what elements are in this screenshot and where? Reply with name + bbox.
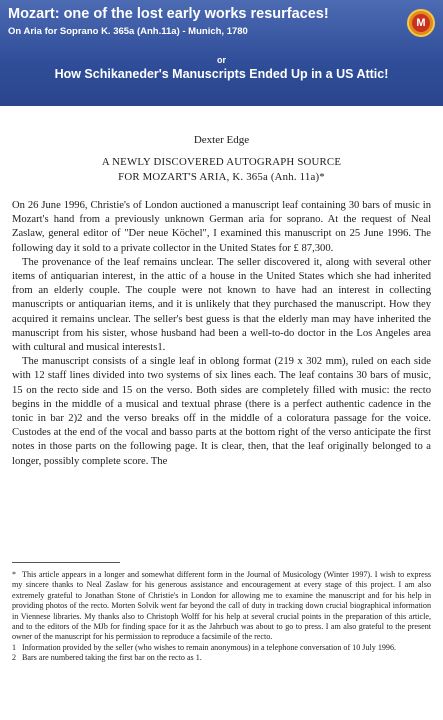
article-title-line-2: FOR MOZART'S ARIA, K. 365a (Anh. 11a)* <box>118 171 325 183</box>
banner-subtitle: On Aria for Soprano K. 365a (Anh.11a) - Munich, 1780 <box>8 26 248 37</box>
paragraph-1: On 26 June 1996, Christie's of London auctioned a manuscript leaf containing 30 bars of music in Mozart's hand from a previously unknown German aria for soprano. At the request of Neal Zaslaw, general editor of "Der neue Köchel", I examined this manuscript on 25 June 1996. The following day it sold to a private collector in the United States for £ 87,300. <box>12 200 431 254</box>
article-banner <box>0 0 443 106</box>
article-title-line-1: A NEWLY DISCOVERED AUTOGRAPH SOURCE <box>101 156 342 168</box>
author-name: Dexter Edge <box>193 134 250 146</box>
paragraph-3: The manuscript consists of a single leaf in oblong format (219 x 302 mm), ruled on each side with 12 staff lines divided into two systems of six lines each. The leaf contains 30 bars of music, 15 on the recto side and 15 on the verso. Both sides are completely filled with music: the recto begins in the middle of a musical and textual phrase (there is a perfect authentic cadence in the tonic in bar 2)2 and the verso breaks off in the middle of a coloratura passage for the voice. Custodes at the end of the vocal and basso parts at the bottom right of the verso anticipate the first notes in those parts on the following page. It is clear, then, that the leaf originally belonged to a longer, possibly complete score. The <box>12 356 431 467</box>
article-body <box>12 194 431 469</box>
logo-letter: M <box>412 14 430 32</box>
banner-title: Mozart: one of the lost early works resurfaces! <box>8 6 329 22</box>
footnote-divider <box>12 562 120 563</box>
footnote-2: 2 Bars are numbered taking the first bar on the recto as 1. <box>12 653 202 663</box>
paragraph-2: The provenance of the leaf remains unclear. The seller discovered it, along with several other items of antiquarian interest, in the attic of a house in the United States which she had inherited from an elderly couple. The couple were not known to have had an interest in collecting manuscripts or antiquarian items, and it is unlikely that they purchased the manuscript. How they acquired it remains unclear. The seller's best guess is that the elderly man may have inherited the manuscript from his sister, whose husband had been a well-to-do doctor in the Los Angeles area with cultural and musical interests1. <box>12 256 431 354</box>
scanned-page <box>0 106 443 720</box>
mozart-logo-icon <box>407 9 435 37</box>
footnote-star: * This article appears in a longer and somewhat different form in the Journal of Musicology (Winter 1997). I wish to express my sincere thanks to Neal Zaslaw for his generous assistance and encouragement at every stage of this project. I am also extremely grateful to Jonathan Stone of Christie's in London for allowing me to examine the manuscript and for his help in providing photos of the recto. Morten Solvik went far beyond the call of duty in tracking down crucial biographical information in Viennese libraries. My thanks also to Christoph Wolff for his help at several crucial points in the preparation of this article, and to the editors of the MJb for finding space for it as the Jahrbuch was about to go to press. I am also grateful to the present owner of the manuscript for his permission to reproduce a facsimile of the recto. <box>12 570 431 642</box>
banner-or: or <box>217 55 226 65</box>
footnote-1: 1 Information provided by the seller (who wishes to remain anonymous) in a telephone conversation of 10 July 1996. <box>12 642 397 652</box>
banner-alt-title: How Schikaneder's Manuscripts Ended Up in a US Attic! <box>54 67 389 81</box>
footnotes <box>12 570 431 664</box>
